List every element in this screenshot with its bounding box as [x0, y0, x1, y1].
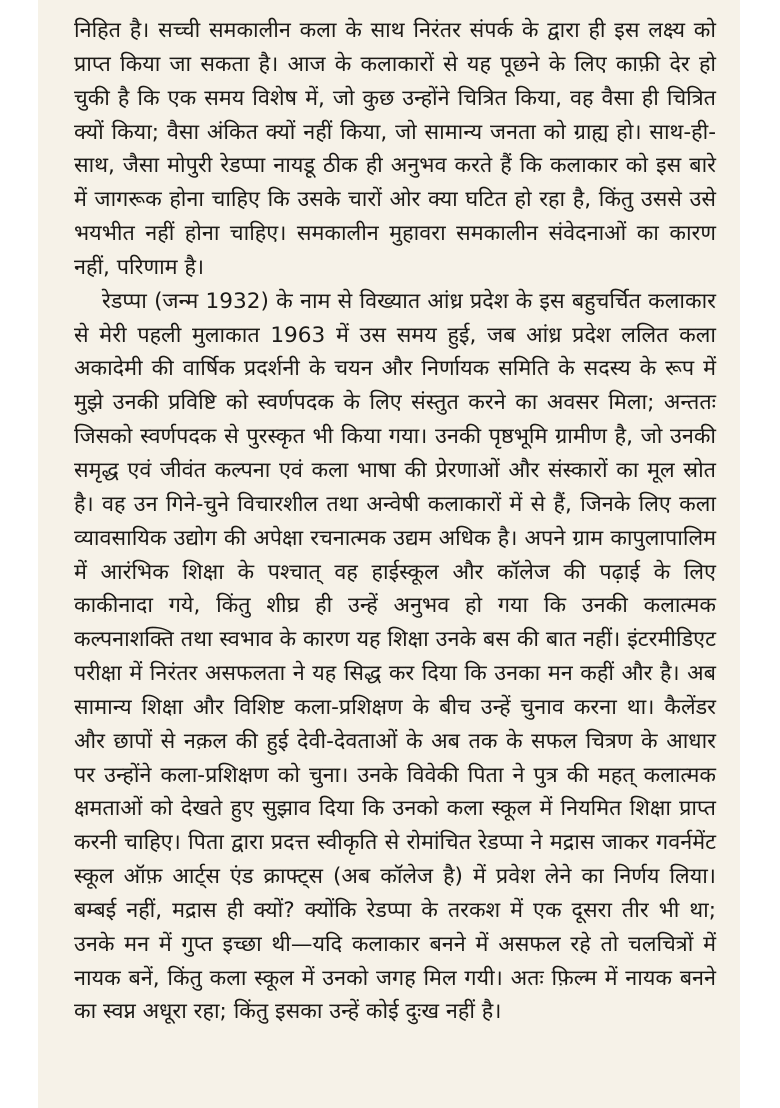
book-page [38, 0, 740, 1108]
paragraph-reddappa-biography: रेडप्पा (जन्म 1932) के नाम से विख्यात आंध्र प्रदेश के इस बहुचर्चित कलाकार से मेरी पहली मुलाकात 1963 में उस समय हुई, जब आंध्र प्रदेश ललित कला अकादेमी की वार्षिक प्रदर्शनी के चयन और निर्णायक समिति के सदस्य के रूप में मुझे उनकी प्रविष्टि को स्वर्णपदक के लिए संस्तुत करने का अवसर मिला; अन्ततः जिसको स्वर्णपदक से पुरस्कृत भी किया गया। उनकी पृष्ठभूमि ग्रामीण है, जो उनकी समृद्ध एवं जीवंत कल्पना एवं कला भाषा की प्रेरणाओं और संस्कारों का मूल स्रोत है। वह उन गिने-चुने विचारशील तथा अन्वेषी कलाकारों में से हैं, जिनके लिए कला व्यावसायिक उद्योग की अपेक्षा रचनात्मक उद्यम अधिक है। अपने ग्राम कापुलापालिम में आरंभिक शिक्षा के पश्चात् वह हाईस्कूल और कॉलेज की पढ़ाई के लिए काकीनादा गये, किंतु शीघ्र ही उन्हें अनुभव हो गया कि उनकी कलात्मक कल्पनाशक्ति तथा स्वभाव के कारण यह शिक्षा उनके बस की बात नहीं। इंटरमीडिएट परीक्षा में निरंतर असफलता ने यह सिद्ध कर दिया कि उनका मन कहीं और है। अब सामान्य शिक्षा और विशिष्ट कला-प्रशिक्षण के बीच उन्हें चुनाव करना था। कैलेंडर और छापों से नक़ल की हुई देवी-देवताओं के अब तक के सफल चित्रण के आधार पर उन्होंने कला-प्रशिक्षण को चुना। उनके विवेकी पिता ने पुत्र की महत् कलात्मक क्षमताओं को देखते हुए सुझाव दिया कि उनको कला स्कूल में नियमित शिक्षा प्राप्त करनी चाहिए। पिता द्वारा प्रदत्त स्वीकृति से रोमांचित रेडप्पा ने मद्रास जाकर गवर्नमेंट स्कूल ऑफ़ आर्ट्स एंड क्राफ्ट्स (अब कॉलेज है) में प्रवेश लेने का निर्णय लिया। बम्बई नहीं, मद्रास ही क्यों? क्योंकि रेडप्पा के तरकश में एक दूसरा तीर भी था; उनके मन में गुप्त इच्छा थी—यदि कलाकार बनने में असफल रहे तो चलचित्रों में नायक बनें, किंतु कला स्कूल में उनको जगह मिल गयी। अतः फ़िल्म में नायक बनने का स्वप्न अधूरा रहा; किंतु इसका उन्हें कोई दुःख नहीं है। [74, 288, 716, 1025]
paragraph-continuation: निहित है। सच्ची समकालीन कला के साथ निरंतर संपर्क के द्वारा ही इस लक्ष्य को प्राप्त किया जा सकता है। आज के कलाकारों से यह पूछने के लिए काफ़ी देर हो चुकी है कि एक समय विशेष में, जो कुछ उन्होंने चित्रित किया, वह वैसा ही चित्रित क्यों किया; वैसा अंकित क्यों नहीं किया, जो सामान्य जनता को ग्राह्य हो। साथ-ही-साथ, जैसा मोपुरी रेडप्पा नायडू ठीक ही अनुभव करते हैं कि कलाकार को इस बारे में जागरूक होना चाहिए कि उसके चारों ओर क्या घटित हो रहा है, किंतु उससे उसे भयभीत नहीं होना चाहिए। समकालीन मुहावरा समकालीन संवेदनाओं का कारण नहीं, परिणाम है। [74, 18, 716, 280]
